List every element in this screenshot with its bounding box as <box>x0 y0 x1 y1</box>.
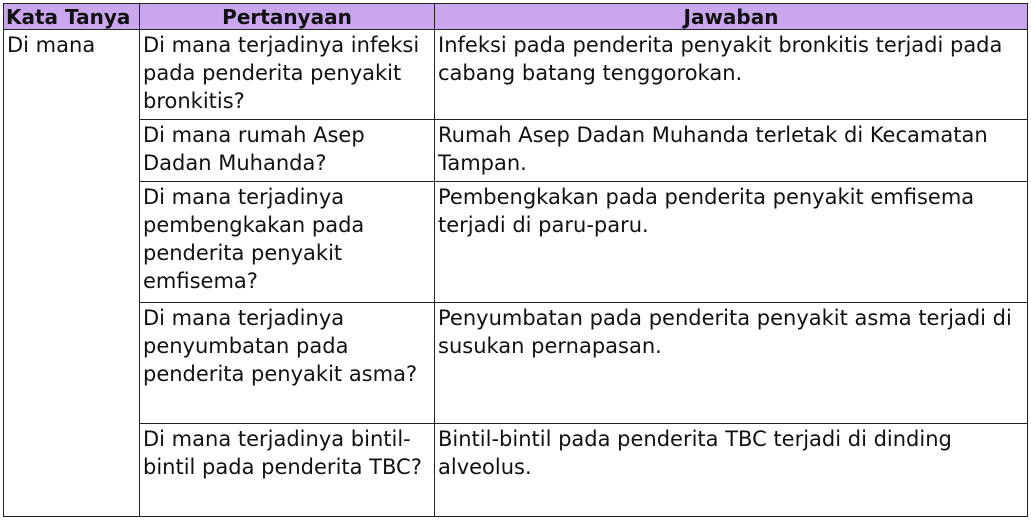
header-row <box>4 4 1028 30</box>
kata-tanya-cell: Di mana <box>4 30 140 517</box>
jawaban-cell: Penyumbatan pada penderita penyakit asma terjadi di susukan pernapasan. <box>435 303 1028 424</box>
table-row <box>4 303 1028 424</box>
question-answer-table <box>3 3 1028 517</box>
pertanyaan-cell: Di mana terjadinya infeksi pada penderita penyakit bronkitis? <box>140 30 435 120</box>
jawaban-cell: Rumah Asep Dadan Muhanda terletak di Kecamatan Tampan. <box>435 120 1028 182</box>
table-row <box>4 182 1028 303</box>
header-kata-tanya: Kata Tanya <box>4 4 140 30</box>
pertanyaan-cell: Di mana terjadinya bintil-bintil pada penderita TBC? <box>140 424 435 517</box>
jawaban-cell: Infeksi pada penderita penyakit bronkitis terjadi pada cabang batang tenggorokan. <box>435 30 1028 120</box>
table-row <box>4 424 1028 517</box>
table-row <box>4 30 1028 120</box>
pertanyaan-cell: Di mana terjadinya penyumbatan pada penderita penyakit asma? <box>140 303 435 424</box>
header-pertanyaan: Pertanyaan <box>140 4 435 30</box>
table-row <box>4 120 1028 182</box>
header-jawaban: Jawaban <box>435 4 1028 30</box>
pertanyaan-cell: Di mana terjadinya pembengkakan pada penderita penyakit emfisema? <box>140 182 435 303</box>
jawaban-cell: Pembengkakan pada penderita penyakit emfisema terjadi di paru-paru. <box>435 182 1028 303</box>
jawaban-cell: Bintil-bintil pada penderita TBC terjadi di dinding alveolus. <box>435 424 1028 517</box>
pertanyaan-cell: Di mana rumah Asep Dadan Muhanda? <box>140 120 435 182</box>
